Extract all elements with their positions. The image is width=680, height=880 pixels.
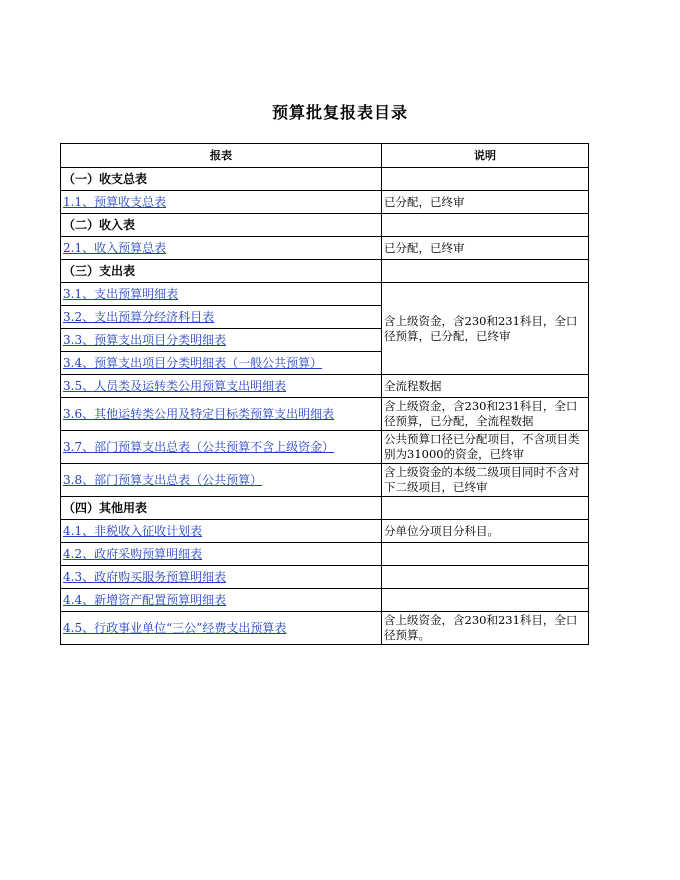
report-link-3-4[interactable]: 3.4、预算支出项目分类明细表（一般公共预算） (63, 355, 323, 370)
report-link-4-5[interactable]: 4.5、行政事业单位“三公”经费支出预算表 (63, 620, 287, 635)
table-header-row (61, 144, 589, 168)
report-link-3-3[interactable]: 3.3、预算支出项目分类明细表 (63, 332, 227, 347)
section-title: （一）收支总表 (61, 168, 382, 191)
report-link-3-8[interactable]: 3.8、部门预算支出总表（公共预算） (63, 472, 263, 487)
section-title: （四）其他用表 (61, 497, 382, 520)
section-row (61, 497, 589, 520)
table-row (61, 589, 589, 612)
table-row (61, 566, 589, 589)
report-note: 含上级资金，含230和231科目，全口径预算，已分配，全流程数据 (382, 398, 589, 431)
report-link-4-4[interactable]: 4.4、新增资产配置预算明细表 (63, 592, 227, 607)
header-description: 说明 (382, 144, 589, 168)
report-note: 已分配，已终审 (382, 191, 589, 214)
report-link-4-2[interactable]: 4.2、政府采购预算明细表 (63, 546, 203, 561)
section-title: （三）支出表 (61, 260, 382, 283)
report-note: 含上级资金的本级二级项目同时不含对下二级项目，已终审 (382, 464, 589, 497)
table-row (61, 520, 589, 543)
report-note: 分单位分项目分科目。 (382, 520, 589, 543)
report-link-3-1[interactable]: 3.1、支出预算明细表 (63, 286, 179, 301)
report-link-3-5[interactable]: 3.5、人员类及运转类公用预算支出明细表 (63, 378, 287, 393)
header-report: 报表 (61, 144, 382, 168)
report-note: 全流程数据 (382, 375, 589, 398)
report-note (382, 543, 589, 566)
table-row (61, 464, 589, 497)
table-row (61, 237, 589, 260)
page-title: 预算批复报表目录 (271, 103, 408, 122)
table-row (61, 543, 589, 566)
report-link-4-3[interactable]: 4.3、政府购买服务预算明细表 (63, 569, 227, 584)
report-note (382, 589, 589, 612)
report-note (382, 566, 589, 589)
table-row (61, 398, 589, 431)
report-index-table (60, 143, 589, 645)
table-row (61, 431, 589, 464)
report-link-4-1[interactable]: 4.1、非税收入征收计划表 (63, 523, 203, 538)
report-note: 已分配，已终审 (382, 237, 589, 260)
section-row (61, 214, 589, 237)
report-link-2-1[interactable]: 2.1、收入预算总表 (63, 240, 167, 255)
table-row (61, 283, 589, 306)
section-row (61, 168, 589, 191)
report-note: 公共预算口径已分配项目，不含项目类别为31000的资金，已终审 (382, 431, 589, 464)
report-link-3-7[interactable]: 3.7、部门预算支出总表（公共预算不含上级资金） (63, 439, 335, 454)
report-note: 含上级资金，含230和231科目，全口径预算。 (382, 612, 589, 645)
table-row (61, 375, 589, 398)
report-note-merged: 含上级资金，含230和231科目，全口径预算，已分配，已终审 (382, 283, 589, 375)
report-link-1-1[interactable]: 1.1、预算收支总表 (63, 194, 167, 209)
section-title: （二）收入表 (61, 214, 382, 237)
section-row (61, 260, 589, 283)
report-link-3-2[interactable]: 3.2、支出预算分经济科目表 (63, 309, 215, 324)
table-row (61, 612, 589, 645)
report-link-3-6[interactable]: 3.6、其他运转类公用及特定目标类预算支出明细表 (63, 406, 335, 421)
table-row (61, 191, 589, 214)
